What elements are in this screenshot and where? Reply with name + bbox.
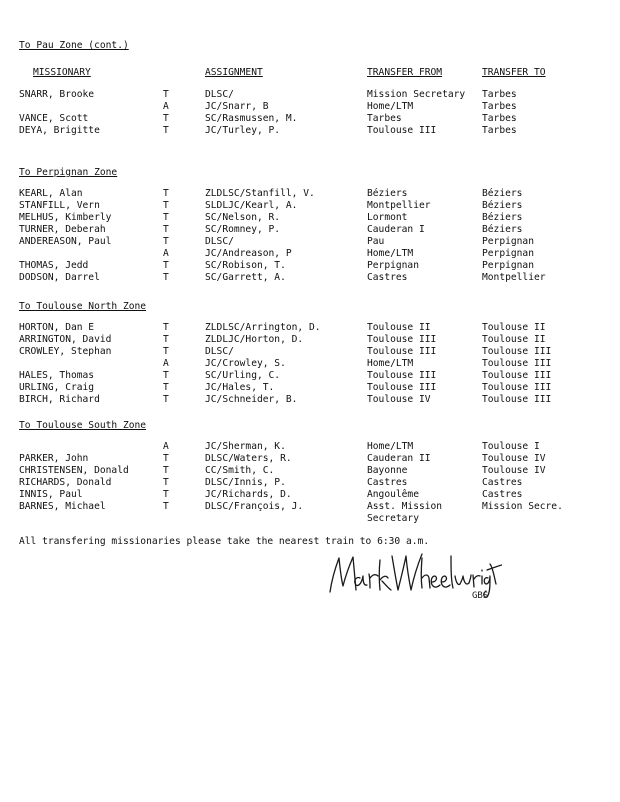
- cell-to: Tarbes: [482, 112, 517, 124]
- cell-from: Castres: [367, 271, 408, 283]
- cell-assignment: SC/Rasmussen, M.: [205, 112, 298, 124]
- cell-code: T: [163, 452, 169, 464]
- cell-from: Tarbes: [367, 112, 402, 124]
- cell-name: CHRISTENSEN, Donald: [19, 464, 129, 476]
- cell-code: T: [163, 333, 169, 345]
- cell-code: T: [163, 211, 169, 223]
- cell-assignment: JC/Snarr, B: [205, 100, 269, 112]
- cell-assignment: JC/Turley, P.: [205, 124, 281, 136]
- cell-from: Secretary: [367, 512, 419, 524]
- cell-from: Toulouse III: [367, 381, 437, 393]
- zone-title: To Toulouse South Zone: [19, 420, 147, 431]
- cell-to: Toulouse III: [482, 345, 552, 357]
- cell-assignment: DLSC/Innis, P.: [205, 476, 286, 488]
- cell-code: T: [163, 89, 169, 100]
- cell-code: T: [163, 112, 169, 124]
- cell-name: BARNES, Michael: [19, 500, 106, 512]
- cell-assignment: DLSC/: [205, 235, 234, 247]
- cell-code: T: [163, 464, 169, 476]
- cell-to: Béziers: [482, 199, 523, 211]
- cell-code: T: [163, 223, 169, 235]
- cell-to: Toulouse IV: [482, 452, 546, 464]
- cell-to: Perpignan: [482, 235, 534, 247]
- cell-assignment: JC/Sherman, K.: [205, 441, 286, 452]
- cell-from: Castres: [367, 476, 408, 488]
- cell-from: Bayonne: [367, 464, 408, 476]
- cell-assignment: SC/Nelson, R.: [205, 211, 281, 223]
- cell-to: Béziers: [482, 188, 523, 199]
- cell-name: ANDEREASON, Paul: [19, 235, 112, 247]
- cell-from: Toulouse III: [367, 345, 437, 357]
- cell-to: Castres: [482, 476, 523, 488]
- cell-code: T: [163, 345, 169, 357]
- cell-assignment: SC/Garrett, A.: [205, 271, 286, 283]
- cell-code: T: [163, 235, 169, 247]
- cell-to: Tarbes: [482, 89, 517, 100]
- zone-title: To Toulouse North Zone: [19, 301, 147, 312]
- cell-assignment: SC/Romney, P.: [205, 223, 281, 235]
- cell-assignment: ZLDLSC/Arrington, D.: [205, 322, 321, 333]
- cell-code: T: [163, 188, 169, 199]
- cell-name: PARKER, John: [19, 452, 89, 464]
- cell-code: T: [163, 369, 169, 381]
- cell-to: Perpignan: [482, 259, 534, 271]
- cell-code: A: [163, 357, 169, 369]
- cell-from: Toulouse II: [367, 322, 431, 333]
- cell-from: Cauderan II: [367, 452, 431, 464]
- cell-from: Home/LTM: [367, 100, 414, 112]
- cell-assignment: DLSC/: [205, 345, 234, 357]
- cell-code: A: [163, 441, 169, 452]
- cell-code: T: [163, 488, 169, 500]
- col-header-assignment: ASSIGNMENT: [205, 67, 263, 78]
- cell-name: URLING, Craig: [19, 381, 95, 393]
- cell-code: T: [163, 322, 169, 333]
- col-header-transfer-from: TRANSFER FROM: [367, 67, 443, 78]
- cell-assignment: ZLDLJC/Horton, D.: [205, 333, 304, 345]
- cell-to: Mission Secre.: [482, 500, 563, 512]
- cell-to: Toulouse IV: [482, 464, 546, 476]
- cell-from: Mission Secretary: [367, 89, 466, 100]
- cell-name: HORTON, Dan E: [19, 322, 95, 333]
- cell-assignment: DLSC/François, J.: [205, 500, 304, 512]
- cell-assignment: DLSC/Waters, R.: [205, 452, 292, 464]
- cell-to: Toulouse I: [482, 441, 540, 452]
- cell-assignment: SC/Urling, C.: [205, 369, 281, 381]
- zone-title: To Perpignan Zone: [19, 167, 118, 178]
- cell-to: Tarbes: [482, 124, 517, 136]
- cell-name: INNIS, Paul: [19, 488, 83, 500]
- cell-from: Angoulême: [367, 488, 419, 500]
- cell-from: Toulouse III: [367, 124, 437, 136]
- signature: [322, 548, 502, 600]
- cell-from: Home/LTM: [367, 441, 414, 452]
- cell-to: Toulouse II: [482, 333, 546, 345]
- cell-from: Toulouse IV: [367, 393, 431, 405]
- cell-code: T: [163, 199, 169, 211]
- cell-assignment: SC/Robison, T.: [205, 259, 286, 271]
- cell-to: Béziers: [482, 211, 523, 223]
- cell-code: T: [163, 124, 169, 136]
- cell-name: RICHARDS, Donald: [19, 476, 112, 488]
- cell-from: Pau: [367, 235, 385, 247]
- cell-to: Castres: [482, 488, 523, 500]
- cell-to: Toulouse III: [482, 381, 552, 393]
- col-header-missionary: MISSIONARY: [33, 67, 91, 78]
- cell-to: Montpellier: [482, 271, 546, 283]
- cell-name: ARRINGTON, David: [19, 333, 112, 345]
- cell-to: Perpignan: [482, 247, 534, 259]
- signature-initials: GBS: [472, 591, 489, 600]
- cell-code: A: [163, 100, 169, 112]
- cell-name: DEYA, Brigitte: [19, 124, 100, 136]
- cell-to: Toulouse II: [482, 322, 546, 333]
- cell-name: VANCE, Scott: [19, 112, 89, 124]
- cell-code: T: [163, 500, 169, 512]
- cell-code: T: [163, 476, 169, 488]
- cell-name: TURNER, Deberah: [19, 223, 106, 235]
- cell-assignment: JC/Schneider, B.: [205, 393, 298, 405]
- cell-assignment: JC/Hales, T.: [205, 381, 275, 393]
- col-header-transfer-to: TRANSFER TO: [482, 67, 546, 78]
- cell-to: Toulouse III: [482, 357, 552, 369]
- cell-name: SNARR, Brooke: [19, 89, 95, 100]
- cell-from: Cauderan I: [367, 223, 425, 235]
- cell-to: Toulouse III: [482, 393, 552, 405]
- cell-to: Tarbes: [482, 100, 517, 112]
- cell-name: MELHUS, Kimberly: [19, 211, 112, 223]
- cell-from: Asst. Mission: [367, 500, 443, 512]
- cell-name: KEARL, Alan: [19, 188, 83, 199]
- cell-to: Béziers: [482, 223, 523, 235]
- cell-assignment: JC/Andreason, P: [205, 247, 292, 259]
- cell-assignment: CC/Smith, C.: [205, 464, 275, 476]
- cell-code: T: [163, 381, 169, 393]
- cell-name: STANFILL, Vern: [19, 199, 100, 211]
- cell-from: Béziers: [367, 188, 408, 199]
- cell-from: Montpellier: [367, 199, 431, 211]
- cell-to: Toulouse III: [482, 369, 552, 381]
- cell-assignment: DLSC/: [205, 89, 234, 100]
- cell-assignment: JC/Crowley, S.: [205, 357, 286, 369]
- cell-from: Home/LTM: [367, 357, 414, 369]
- cell-from: Perpignan: [367, 259, 419, 271]
- cell-name: BIRCH, Richard: [19, 393, 100, 405]
- cell-assignment: SLDLJC/Kearl, A.: [205, 199, 298, 211]
- closing-note: All transfering missionaries please take the nearest train to 6:30 a.m.: [19, 536, 430, 547]
- cell-name: THOMAS, Jedd: [19, 259, 89, 271]
- cell-name: HALES, Thomas: [19, 369, 95, 381]
- cell-assignment: ZLDLSC/Stanfill, V.: [205, 188, 315, 199]
- cell-code: T: [163, 393, 169, 405]
- cell-from: Toulouse III: [367, 369, 437, 381]
- cell-code: T: [163, 271, 169, 283]
- cell-from: Toulouse III: [367, 333, 437, 345]
- cell-from: Home/LTM: [367, 247, 414, 259]
- cell-name: DODSON, Darrel: [19, 271, 100, 283]
- page-title: To Pau Zone (cont.): [19, 40, 129, 51]
- cell-from: Lormont: [367, 211, 408, 223]
- cell-assignment: JC/Richards, D.: [205, 488, 292, 500]
- cell-code: A: [163, 247, 169, 259]
- cell-name: CROWLEY, Stephan: [19, 345, 112, 357]
- cell-code: T: [163, 259, 169, 271]
